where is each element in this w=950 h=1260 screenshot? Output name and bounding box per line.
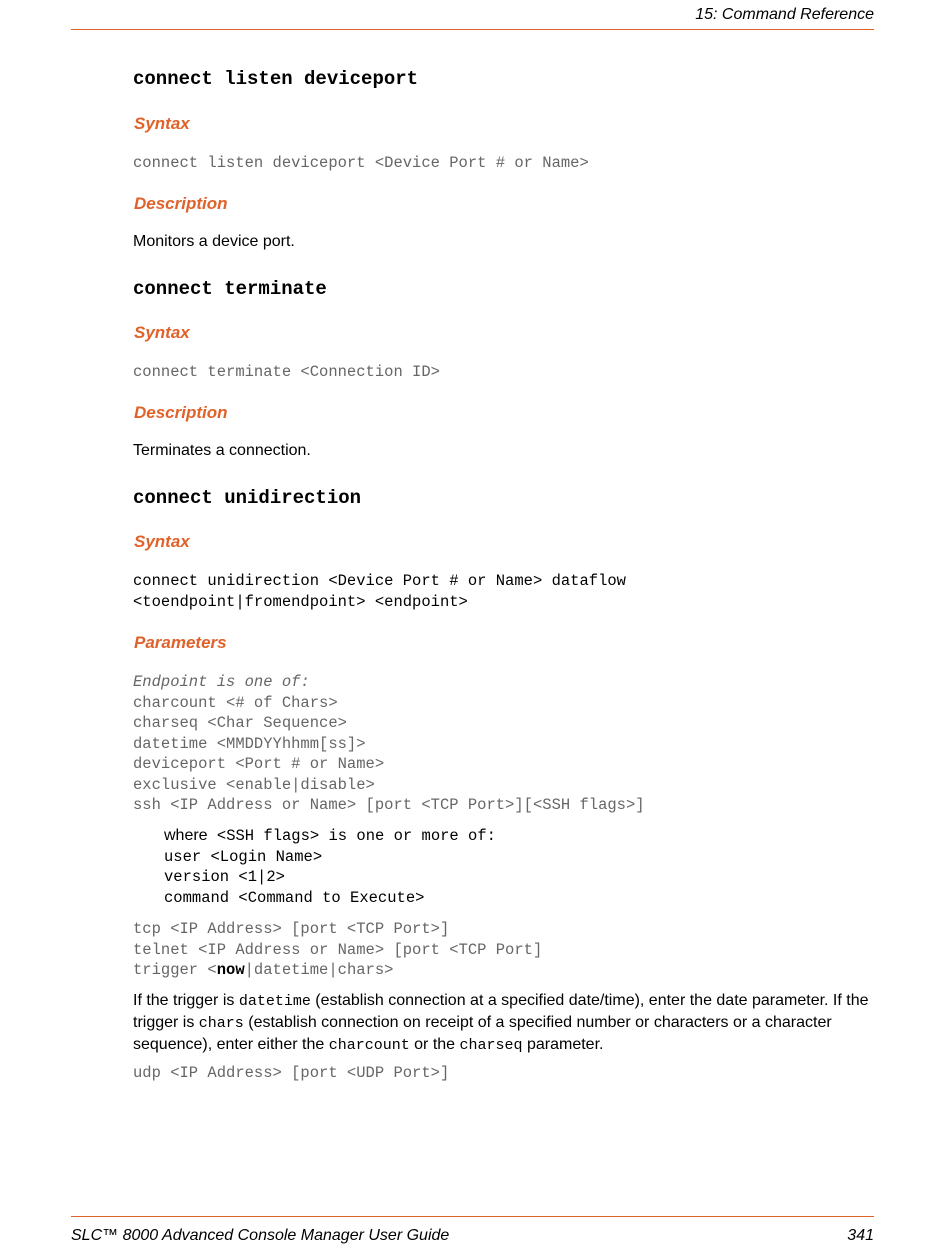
description-text: Monitors a device port. xyxy=(133,233,295,250)
trigger-line: trigger <now|datetime|chars> xyxy=(133,961,394,979)
endpoint-line: telnet <IP Address or Name> [port <TCP Port] xyxy=(133,941,543,959)
ssh-flags-line: <SSH flags> is one or more of: xyxy=(216,827,496,845)
page-number: 341 xyxy=(847,1227,874,1244)
trigger-note: If the trigger is datetime (establish connection at a specified date/time), enter the date parameter. If the trigger is chars (establish connection on receipt of a specified number or characters or a character sequence), enter either the charcount or the charseq parameter. xyxy=(133,992,869,1054)
syntax-heading: Syntax xyxy=(134,114,190,133)
ssh-flag-line: command <Command to Execute> xyxy=(164,889,425,907)
endpoint-line: datetime <MMDDYYhhmm[ss]> xyxy=(133,735,366,753)
syntax-heading: Syntax xyxy=(134,532,190,551)
endpoint-intro: Endpoint is one of: xyxy=(133,673,310,691)
endpoint-line: charcount <# of Chars> xyxy=(133,694,338,712)
syntax-heading: Syntax xyxy=(134,323,190,342)
ssh-where-label: where <SSH flags> is one or more of: xyxy=(164,827,496,845)
header-rule xyxy=(71,29,874,30)
endpoint-line: exclusive <enable|disable> xyxy=(133,776,375,794)
syntax-line: connect listen deviceport <Device Port # or Name> xyxy=(133,154,589,172)
footer-rule xyxy=(71,1216,874,1217)
endpoint-line: tcp <IP Address> [port <TCP Port>] xyxy=(133,920,450,938)
endpoint-line: udp <IP Address> [port <UDP Port>] xyxy=(133,1064,450,1082)
command-title: connect terminate xyxy=(133,278,327,300)
syntax-line: connect unidirection <Device Port # or Name> dataflow xyxy=(133,572,626,590)
description-heading: Description xyxy=(134,194,228,213)
endpoint-line: ssh <IP Address or Name> [port <TCP Port>][<SSH flags>] xyxy=(133,796,645,814)
command-title: connect listen deviceport xyxy=(133,68,419,90)
parameters-heading: Parameters xyxy=(134,633,227,652)
description-text: Terminates a connection. xyxy=(133,442,311,459)
endpoint-line: charseq <Char Sequence> xyxy=(133,714,347,732)
syntax-line: connect terminate <Connection ID> xyxy=(133,363,440,381)
ssh-flag-line: user <Login Name> xyxy=(164,848,323,866)
trigger-default: now xyxy=(216,961,245,979)
footer-title: SLC™ 8000 Advanced Console Manager User Guide xyxy=(71,1227,450,1244)
chapter-header: 15: Command Reference xyxy=(695,6,874,23)
description-heading: Description xyxy=(134,403,228,422)
command-title: connect unidirection xyxy=(133,487,362,509)
syntax-line: <toendpoint|fromendpoint> <endpoint> xyxy=(133,593,468,611)
ssh-flag-line: version <1|2> xyxy=(164,868,285,886)
endpoint-line: deviceport <Port # or Name> xyxy=(133,755,385,773)
